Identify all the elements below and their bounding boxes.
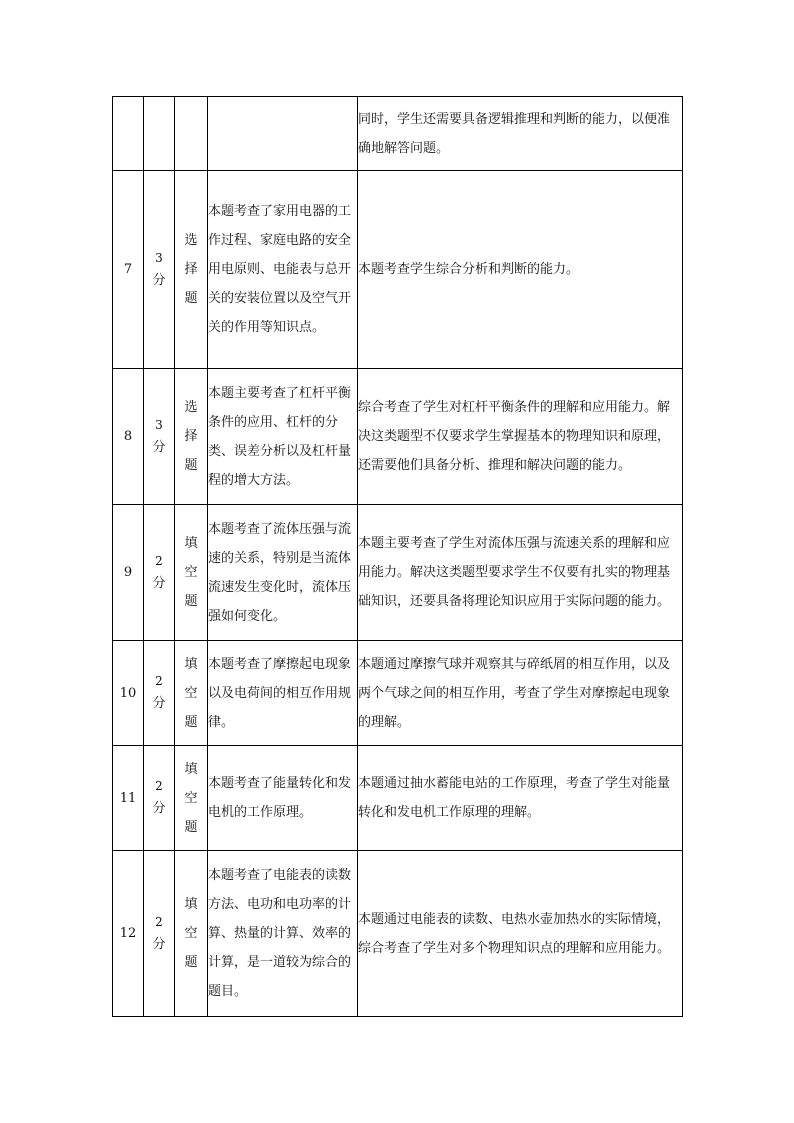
score-points: 3 (155, 250, 163, 265)
question-type-char: 题 (184, 714, 198, 730)
question-type-char: 空 (184, 685, 198, 701)
question-score (144, 505, 175, 641)
score-unit: 分 (152, 696, 166, 711)
question-type-char: 题 (184, 819, 198, 835)
question-type (175, 505, 208, 641)
score-points: 2 (155, 553, 163, 568)
question-type-char: 选 (184, 400, 198, 415)
question-number: 7 (113, 171, 144, 369)
table-row (113, 641, 683, 746)
ability-analysis: 同时，学生还需要具备逻辑推理和判断的能力，以便准确地解答问题。 (358, 97, 683, 171)
table-body (113, 97, 683, 1017)
question-number: 12 (113, 851, 144, 1017)
question-number: 10 (113, 641, 144, 746)
score-unit: 分 (152, 936, 166, 952)
question-analysis-table (112, 96, 683, 1017)
knowledge-points: 本题考查了家用电器的工作过程、家庭电路的安全用电原则、电能表与总开关的安装位置以及空气开关的作用等知识点。 (208, 171, 358, 369)
question-score (144, 851, 175, 1017)
score-unit: 分 (152, 801, 166, 816)
question-type-char: 填 (184, 761, 198, 777)
score-points: 2 (155, 779, 163, 793)
question-type-char: 填 (184, 897, 198, 912)
table-row (113, 505, 683, 641)
knowledge-points: 本题主要考查了杠杆平衡条件的应用、杠杆的分类、误差分析以及杠杆量程的增大方法。 (208, 369, 358, 505)
question-type-char: 填 (184, 536, 198, 551)
question-type (175, 369, 208, 505)
question-type-char: 题 (184, 458, 198, 473)
score-unit: 分 (152, 575, 166, 591)
ability-analysis: 本题考查学生综合分析和判断的能力。 (358, 171, 683, 369)
question-type-char: 题 (184, 594, 198, 609)
question-type-char: 空 (184, 565, 198, 580)
question-score (144, 746, 175, 851)
table-row (113, 369, 683, 505)
table-row (113, 851, 683, 1017)
question-number: 8 (113, 369, 144, 505)
question-score (144, 97, 175, 171)
question-type-char: 择 (184, 262, 198, 277)
ability-analysis: 综合考查了学生对杠杆平衡条件的理解和应用能力。解决这类题型不仅要求学生掌握基本的物理知识和原理，还需要他们具备分析、推理和解决问题的能力。 (358, 369, 683, 505)
knowledge-points: 本题考查了摩擦起电现象以及电荷间的相互作用规律。 (208, 641, 358, 746)
ability-analysis: 本题通过抽水蓄能电站的工作原理，考查了学生对能量转化和发电机工作原理的理解。 (358, 746, 683, 851)
question-type-char: 择 (184, 429, 198, 444)
question-type-char: 填 (184, 656, 198, 672)
question-type (175, 641, 208, 746)
question-number: 9 (113, 505, 144, 641)
table-row (113, 171, 683, 369)
ability-analysis: 本题主要考查了学生对流体压强与流速关系的理解和应用能力。解决这类题型要求学生不仅要有扎实的物理基础知识，还要具备将理论知识应用于实际问题的能力。 (358, 505, 683, 641)
score-unit: 分 (152, 439, 166, 455)
knowledge-points: 本题考查了能量转化和发电机的工作原理。 (208, 746, 358, 851)
score-points: 3 (155, 417, 163, 432)
question-type-char: 题 (184, 291, 198, 306)
question-number: 11 (113, 746, 144, 851)
question-type (175, 746, 208, 851)
question-score (144, 641, 175, 746)
ability-analysis: 本题通过摩擦气球并观察其与碎纸屑的相互作用，以及两个气球之间的相互作用，考查了学生对摩擦起电现象的理解。 (358, 641, 683, 746)
table-row (113, 97, 683, 171)
knowledge-points: 本题考查了流体压强与流速的关系，特别是当流体流速发生变化时，流体压强如何变化。 (208, 505, 358, 641)
knowledge-points: 本题考查了电能表的读数方法、电功和电功率的计算、热量的计算、效率的计算，是一道较为综合的题目。 (208, 851, 358, 1017)
question-type (175, 97, 208, 171)
question-type-char: 题 (184, 955, 198, 970)
score-unit: 分 (152, 272, 166, 288)
question-type-char: 空 (184, 926, 198, 941)
question-score (144, 171, 175, 369)
table-row (113, 746, 683, 851)
question-type-char: 空 (184, 790, 198, 806)
question-type-char: 选 (184, 233, 198, 248)
score-points: 2 (155, 674, 163, 688)
question-type (175, 851, 208, 1017)
question-type (175, 171, 208, 369)
ability-analysis: 本题通过电能表的读数、电热水壶加热水的实际情境，综合考查了学生对多个物理知识点的理解和应用能力。 (358, 851, 683, 1017)
question-score (144, 369, 175, 505)
question-number (113, 97, 144, 171)
knowledge-points (208, 97, 358, 171)
score-points: 2 (155, 914, 163, 929)
